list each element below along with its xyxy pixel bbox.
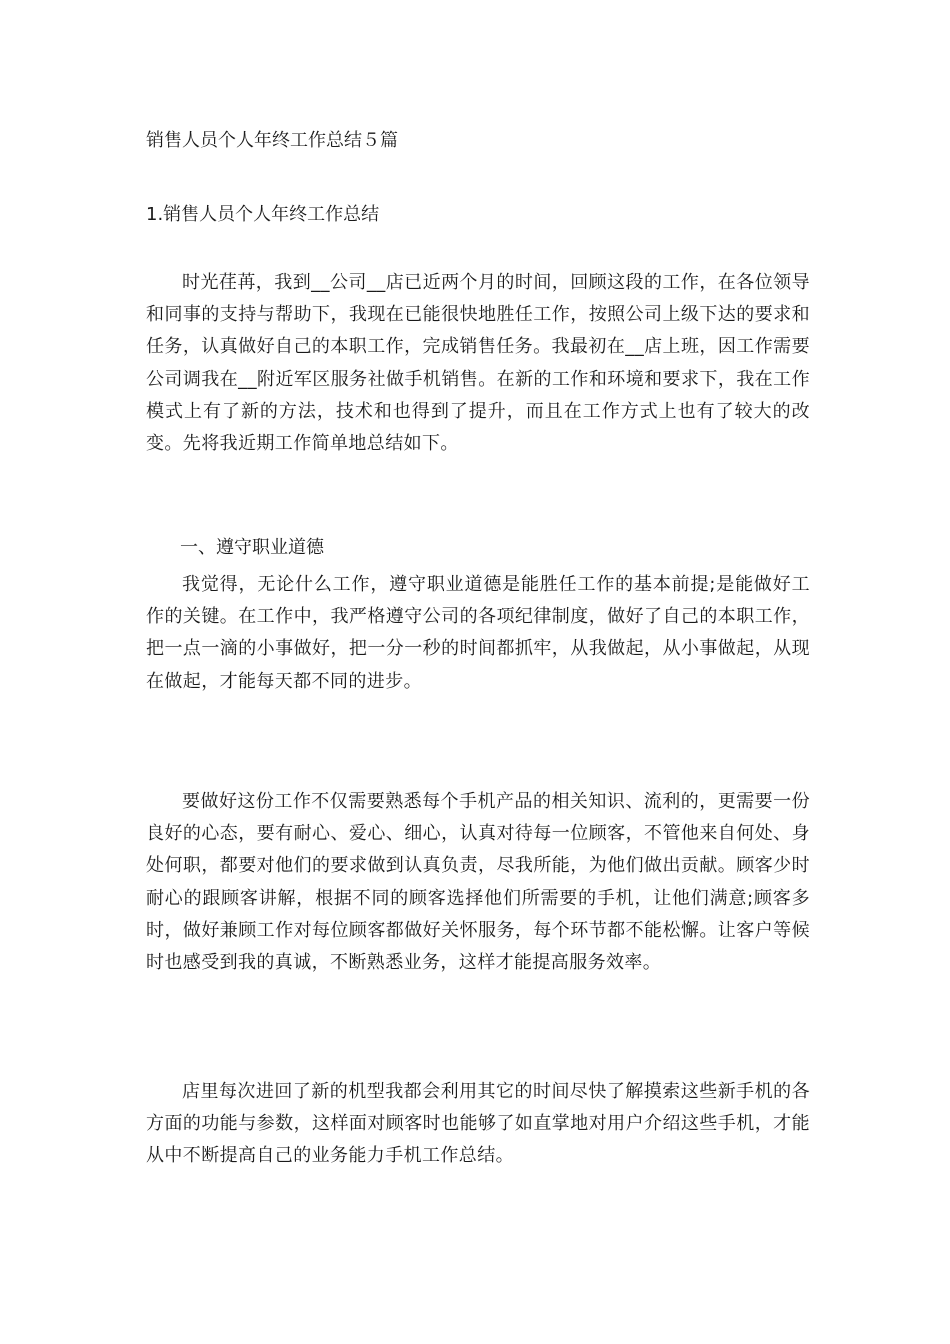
paragraph-intro: 时光荏苒，我到__公司__店已近两个月的时间，回顾这段的工作，在各位领导和同事的支持与帮助下，我现在已能很快地胜任工作，按照公司上级下达的要求和任务，认真做好自己的本职工作，完成销售任务。我最初在__店上班，因工作需要公司调我在__附近军区服务社做手机销售。在新的工作和环境和要求下，我在工作模式上有了新的方法，技术和也得到了提升，而且在工作方式上也有了较大的改变。先将我近期工作简单地总结如下。	[146, 272, 810, 455]
paragraph-attitude: 要做好这份工作不仅需要熟悉每个手机产品的相关知识、流利的，更需要一份良好的心态，要有耐心、爱心、细心，认真对待每一位顾客，不管他来自何处、身处何职，都要对他们的要求做到认真负责，尽我所能，为他们做出贡献。顾客少时耐心的跟顾客讲解，根据不同的顾客选择他们所需要的手机，让他们满意;顾客多时，做好兼顾工作对每位顾客都做好关怀服务，每个环节都不能松懈。让客户等候时也感受到我的真诚，不断熟悉业务，这样才能提高服务效率。	[146, 791, 810, 974]
section-title: 1.销售人员个人年终工作总结	[146, 204, 380, 225]
document-title: 销售人员个人年终工作总结５篇	[146, 130, 398, 151]
paragraph-new-models: 店里每次进回了新的机型我都会利用其它的时间尽快了解摸索这些新手机的各方面的功能与参数，这样面对顾客时也能够了如直掌地对用户介绍这些手机，才能从中不断提高自己的业务能力手机工作总结。	[146, 1081, 810, 1167]
subheading-professional-ethics: 一、遵守职业道德	[180, 537, 324, 558]
paragraph-ethics: 我觉得，无论什么工作，遵守职业道德是能胜任工作的基本前提;是能做好工作的关键。在工作中，我严格遵守公司的各项纪律制度，做好了自己的本职工作，把一点一滴的小事做好，把一分一秒的时间都抓牢，从我做起，从小事做起，从现在做起，才能每天都不同的进步。	[146, 574, 810, 692]
